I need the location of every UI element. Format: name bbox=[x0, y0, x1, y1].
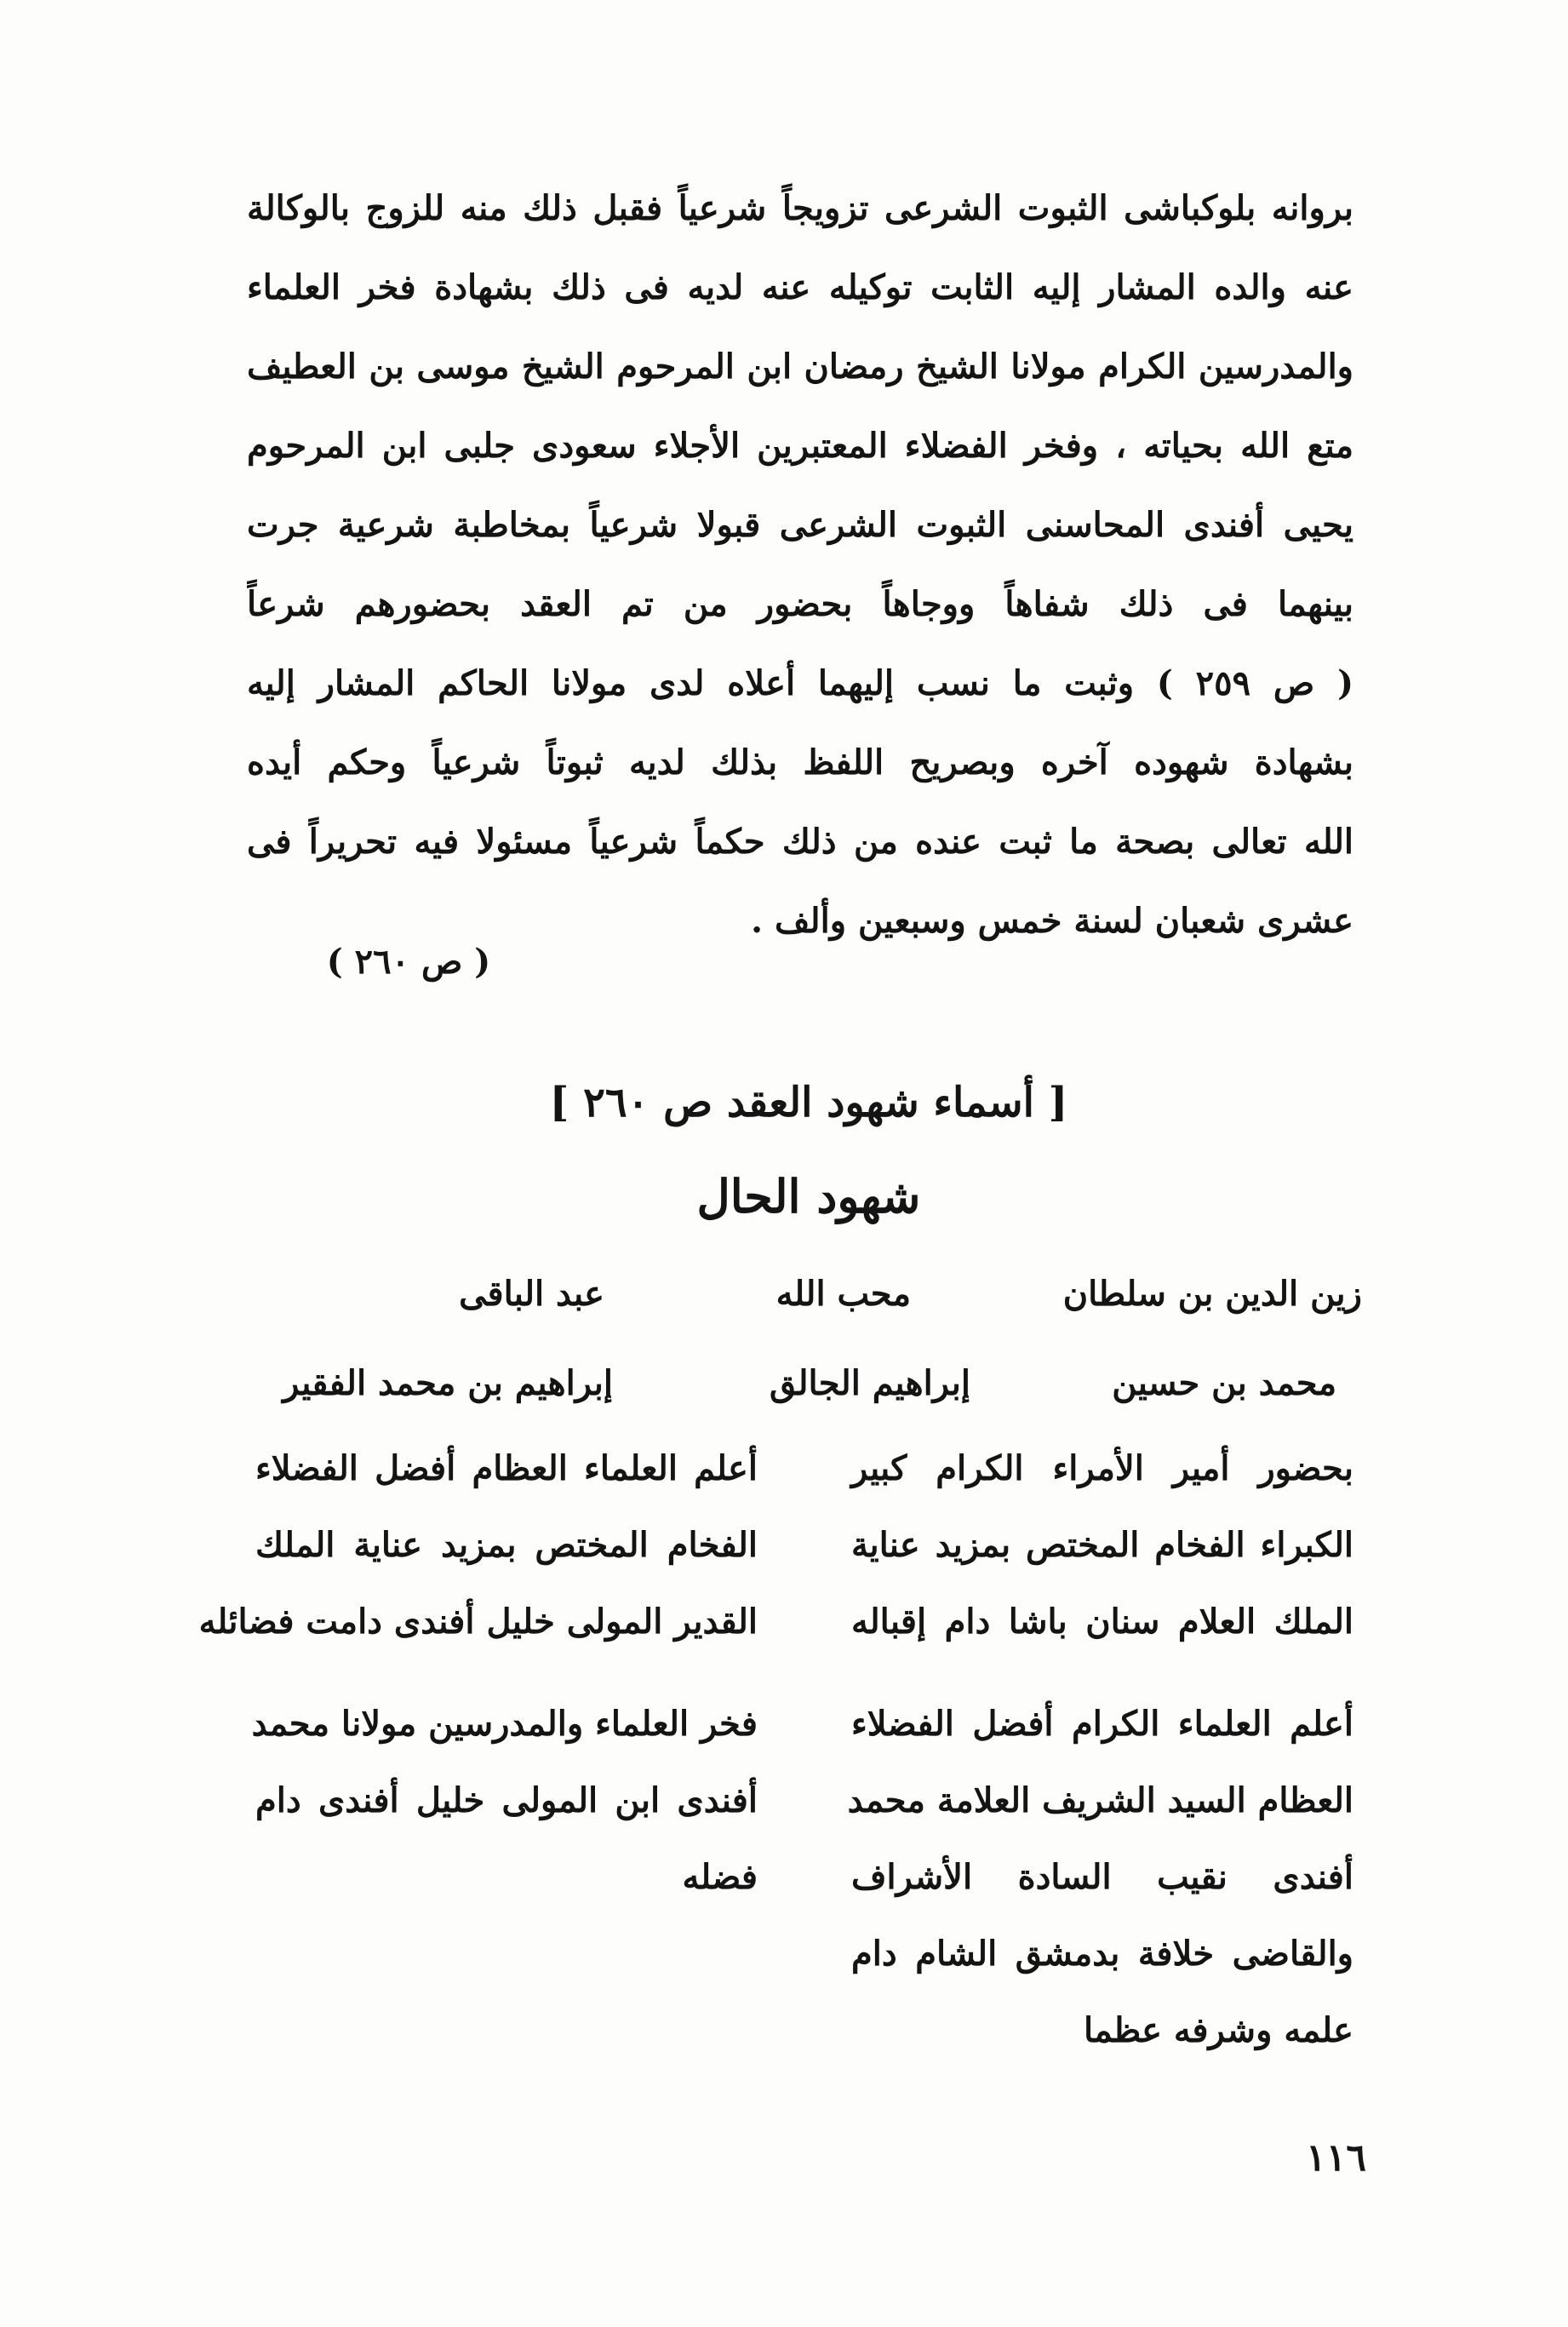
page-number: ١١٦ bbox=[1306, 2136, 1366, 2180]
text-line-2: عنه والده المشار إليه الثابت توكيله عنه لديه فى ذلك بشهادة فخر العلماء bbox=[247, 267, 1353, 307]
text-line-7: ( ص ٢٥٩ ) وثبت ما نسب إليهما أعلاه لدى مولانا الحاكم المشار إليه bbox=[247, 663, 1353, 703]
presence-line: فخر العلماء والمدرسين مولانا محمد bbox=[251, 1704, 758, 1744]
text-line-6: بينهما فى ذلك شفاهاً ووجاهاً بحضور من تم العقد بحضورهم شرعاً bbox=[247, 584, 1353, 624]
presence-line: بحضور أمير الأمراء الكرام كبير bbox=[851, 1448, 1353, 1488]
witness-names-row-1 bbox=[272, 1260, 1362, 1328]
witness-name: إبراهيم الجالق bbox=[770, 1363, 970, 1403]
presence-line: الملك العلام سنان باشا دام إقباله bbox=[851, 1602, 1353, 1642]
section-heading: [ أسماء شهود العقد ص ٢٦٠ ] bbox=[549, 1079, 1068, 1126]
text-line-10: عشرى شعبان لسنة خمس وسبعين وألف . bbox=[751, 901, 1353, 941]
presence-line: أفندى ابن المولى خليل أفندى دام bbox=[255, 1780, 758, 1820]
presence-line: فضله bbox=[682, 1857, 758, 1897]
witnesses-title: شهود الحال bbox=[696, 1169, 921, 1224]
witness-names-row-2 bbox=[272, 1350, 1362, 1418]
witness-name: عبد الباقى bbox=[459, 1274, 604, 1314]
page-reference: ( ص ٢٦٠ ) bbox=[326, 942, 491, 982]
presence-column-left-2 bbox=[251, 1686, 758, 1916]
presence-line: والقاضى خلافة بدمشق الشام دام bbox=[851, 1934, 1353, 1974]
presence-line: القدير المولى خليل أفندى دامت فضائله bbox=[198, 1602, 758, 1642]
presence-line: أعلم العلماء العظام أفضل الفضلاء bbox=[255, 1448, 758, 1488]
text-line-9: الله تعالى بصحة ما ثبت عنده من ذلك حكماً شرعياً مسئولا فيه تحريراً فى bbox=[247, 822, 1353, 862]
text-line-3: والمدرسين الكرام مولانا الشيخ رمضان ابن المرحوم الشيخ موسى بن العطيف bbox=[247, 347, 1353, 387]
presence-line: العظام السيد الشريف العلامة محمد bbox=[847, 1780, 1353, 1820]
presence-line: أعلم العلماء الكرام أفضل الفضلاء bbox=[851, 1704, 1353, 1744]
witness-name: محمد بن حسين bbox=[1112, 1363, 1336, 1403]
presence-column-right-1 bbox=[851, 1430, 1353, 1660]
text-line-4: متع الله بحياته ، وفخر الفضلاء المعتبرين الأجلاء سعودى جلبى ابن المرحوم bbox=[247, 426, 1353, 466]
text-line-5: يحيى أفندى المحاسنى الثبوت الشرعى قبولا شرعياً بمخاطبة شرعية جرت bbox=[247, 505, 1353, 545]
witness-name: محب الله bbox=[775, 1274, 911, 1314]
presence-line: الكبراء الفخام المختص بمزيد عناية bbox=[851, 1525, 1353, 1565]
presence-line: الفخام المختص بمزيد عناية الملك bbox=[255, 1525, 758, 1565]
presence-line: أفندى نقيب السادة الأشراف bbox=[851, 1857, 1353, 1897]
presence-column-left-1 bbox=[198, 1430, 758, 1660]
witness-name: زين الدين بن سلطان bbox=[1062, 1274, 1362, 1314]
presence-line: علمه وشرفه عظما bbox=[1084, 2010, 1353, 2050]
presence-column-right-2 bbox=[847, 1686, 1353, 2069]
text-line-1: بروانه بلوكباشى الثبوت الشرعى تزويجاً شرعياً فقبل ذلك منه للزوج بالوكالة bbox=[247, 188, 1353, 228]
main-text-block bbox=[247, 169, 1353, 960]
witness-name: إبراهيم بن محمد الفقير bbox=[283, 1363, 613, 1403]
text-line-8: بشهادة شهوده آخره وبصريح اللفظ بذلك لديه ثبوتاً شرعياً وحكم أيده bbox=[247, 742, 1353, 782]
